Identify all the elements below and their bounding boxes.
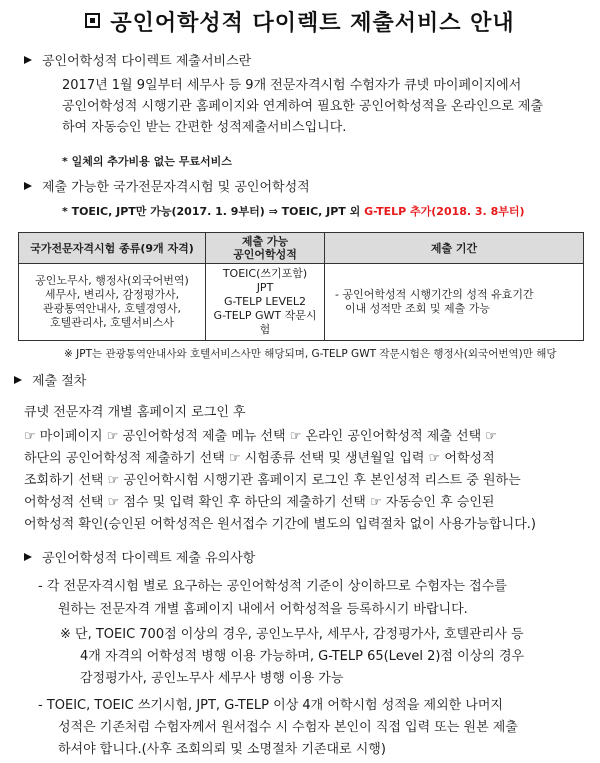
cell-line: G-TELP LEVEL2 (223, 295, 307, 308)
section1-line: 하여 자동승인 받는 간편한 성적제출서비스입니다. (62, 120, 347, 135)
cell-line: - 공인어학성적 시행기간의 성적 유효기간 (335, 288, 534, 301)
section4-heading-text: 공인어학성적 다이렉트 제출 유의사항 (42, 551, 256, 566)
table-cell-period (325, 264, 584, 341)
notice-line: 성적은 기존처럼 수험자께서 원서접수 시 수험자 본인이 직접 입력 또는 원본 제출 (58, 720, 518, 735)
qualification-table (18, 232, 584, 341)
square-bullet-icon (85, 13, 100, 28)
cell-line: 관광통역안내사, 호텔경영사, (42, 302, 181, 315)
notice-line: - 각 전문자격시험 별로 요구하는 공인어학성적 기준이 상이하므로 수험자는 접수를 (38, 579, 507, 594)
table-row (19, 264, 584, 341)
section3-heading-text: 제출 절차 (32, 374, 87, 389)
cell-line: 세무사, 변리사, 감정평가사, (44, 288, 180, 301)
section2-footnote: ※ JPT는 관광통역안내사와 호텔서비스사만 해당되며, G-TELP GWT 작문시험은 행정사(외국어번역)만 해당 (64, 348, 557, 360)
section2-note-text: * TOEIC, JPT만 가능(2017. 1. 9부터) ⇒ TOEIC, JPT 외 (62, 205, 365, 218)
page-title-text: 공인어학성적 다이렉트 제출서비스 안내 (110, 11, 515, 36)
section4-heading (24, 547, 255, 566)
section4-item2 (38, 695, 588, 761)
cell-line: 호텔관리사, 호텔서비스사 (50, 316, 174, 329)
table-header-cell: 제출 가능 공인어학성적 (206, 233, 325, 264)
section1-line: 2017년 1월 9일부터 세무사 등 9개 전문자격시험 수험자가 큐넷 마이페이지에서 (62, 78, 522, 93)
section1-heading-text: 공인어학성적 다이렉트 제출서비스란 (42, 54, 252, 69)
table-cell-scores (206, 264, 325, 341)
triangle-bullet-icon (24, 553, 32, 561)
cell-line: JPT (256, 281, 274, 294)
section4-item1 (38, 575, 588, 621)
section1-heading (24, 50, 251, 69)
section4-item1-note (60, 624, 590, 690)
cell-line: 공인노무사, 행정사(외국어번역) (35, 274, 189, 287)
cell-line: G-TELP GWT 작문시험 (213, 309, 317, 336)
step-line: 조회하기 선택 ☞ 공인어학시험 시행기관 홈페이지 로그인 후 본인성적 리스트 중 원하는 (24, 473, 521, 488)
notice-line: 4개 자격의 어학성적 병행 이용 가능하며, G-TELP 65(Level 2)점 이상의 경우 (80, 649, 525, 664)
notice-line: 감정평가사, 공인노무사 세무사 병행 이용 가능 (80, 671, 344, 686)
section3-steps (24, 426, 584, 536)
section3-intro: 큐넷 전문자격 개별 홈페이지 로그인 후 (24, 405, 246, 420)
page-title (0, 6, 600, 37)
section2-note (62, 203, 525, 219)
section2-heading-text: 제출 가능한 국가전문자격시험 및 공인어학성적 (42, 180, 310, 195)
table-cell-qualifications (19, 264, 206, 341)
step-line: 어학성적 선택 ☞ 점수 및 입력 확인 후 하단의 제출하기 선택 ☞ 자동승인 후 승인된 (24, 495, 495, 510)
section1-line: 공인어학성적 시행기관 홈페이지와 연계하여 필요한 공인어학성적을 온라인으로 제출 (62, 99, 544, 114)
triangle-bullet-icon (24, 56, 32, 64)
triangle-bullet-icon (14, 376, 22, 384)
section2-note-highlight: G-TELP 추가(2018. 3. 8부터) (364, 205, 525, 218)
step-line: 어학성적 확인(승인된 어학성적은 원서접수 기간에 별도의 입력절차 없이 사용가능합니다.) (24, 517, 536, 532)
section3-heading (14, 370, 86, 389)
cell-line: TOEIC(쓰기포함) (222, 267, 308, 280)
notice-line: 원하는 전문자격 개별 홈페이지 내에서 어학성적을 등록하시기 바랍니다. (58, 602, 468, 617)
notice-line: 하셔야 합니다.(사후 조회의뢰 및 소명절차 기존대로 시행) (58, 742, 386, 757)
step-line: ☞ 마이페이지 ☞ 공인어학성적 제출 메뉴 선택 ☞ 온라인 공인어학성적 제출 선택 ☞ (24, 429, 497, 444)
notice-line: - TOEIC, TOEIC 쓰기시험, JPT, G-TELP 이상 4개 어학시험 성적을 제외한 나머지 (38, 698, 503, 713)
step-line: 하단의 공인어학성적 제출하기 선택 ☞ 시험종류 선택 및 생년월일 입력 ☞ 어학성적 (24, 451, 495, 466)
table-header-cell: 국가전문자격시험 종류(9개 자격) (19, 233, 206, 264)
section2-heading (24, 176, 310, 195)
cell-line: 이내 성적만 조회 및 제출 가능 (345, 302, 490, 315)
notice-line: ※ 단, TOEIC 700점 이상의 경우, 공인노무사, 세무사, 감정평가사, 호텔관리사 등 (60, 627, 524, 642)
table-header-cell: 제출 기간 (325, 233, 584, 264)
section1-note: * 일체의 추가비용 없는 무료서비스 (62, 155, 232, 168)
triangle-bullet-icon (24, 182, 32, 190)
section1-description (62, 75, 582, 138)
table-header-row (19, 233, 584, 264)
